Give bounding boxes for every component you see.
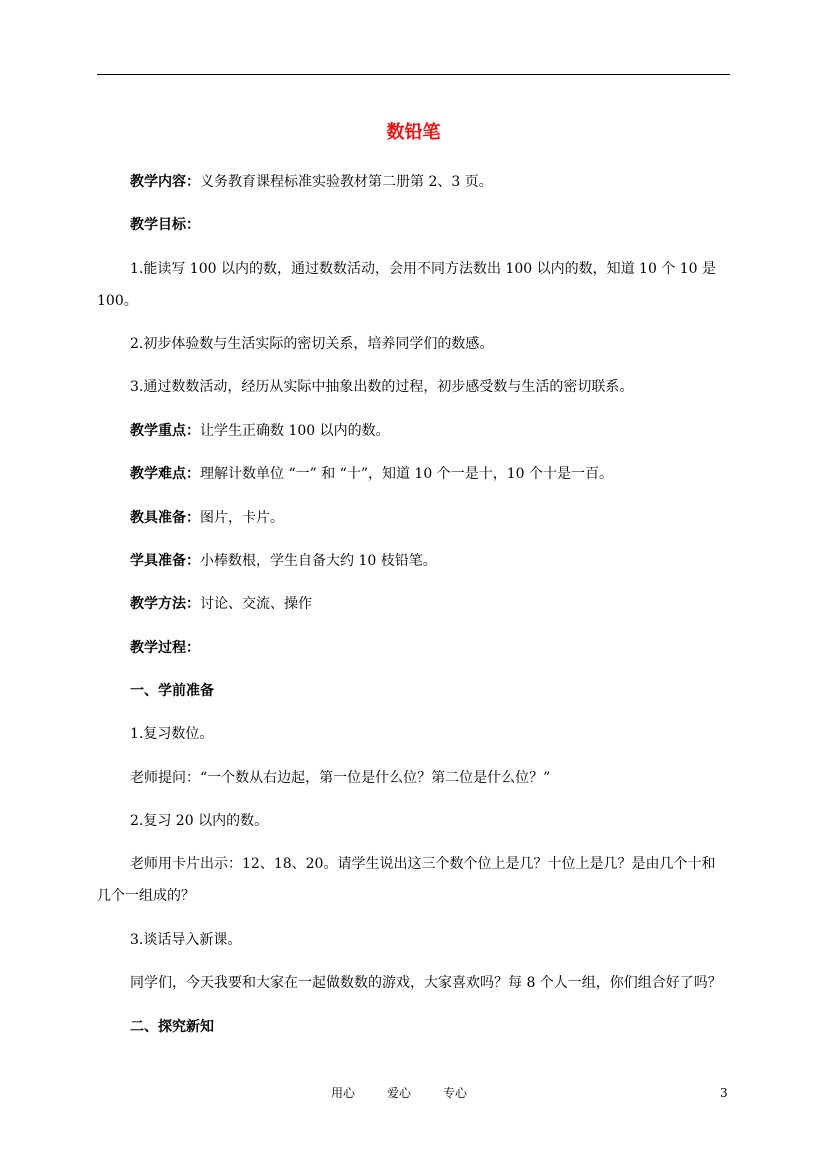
- step-2: 2.复习 20 以内的数。: [130, 813, 269, 829]
- teaching-goals-label: 教学目标：: [130, 217, 200, 233]
- teaching-method: [130, 590, 730, 618]
- student-materials-text: 小棒数根，学生自备大约 10 枝铅笔。: [200, 553, 437, 569]
- teaching-difficulty-text: 理解计数单位 “一” 和 “十”，知道 10 个一是十，10 个十是一百。: [200, 466, 613, 482]
- footer-motto-2: 爱心: [387, 1086, 412, 1100]
- teaching-content-label: 教学内容：: [130, 174, 200, 190]
- teaching-key-point: [130, 417, 730, 445]
- teaching-content-text: 义务教育课程标准实验教材第二册第 2、3 页。: [200, 174, 493, 190]
- teaching-method-text: 讨论、交流、操作: [200, 596, 312, 612]
- teaching-content: [130, 168, 730, 196]
- section-2-heading: 二、探究新知: [130, 1019, 214, 1035]
- step-3: 3.谈话导入新课。: [130, 932, 242, 948]
- step-1-question: 老师提问：“一个数从右边起，第一位是什么位？第二位是什么位？”: [130, 770, 551, 786]
- student-materials-label: 学具准备：: [130, 553, 200, 569]
- page-title: 数铅笔: [386, 122, 441, 143]
- goal-3: 3.通过数数活动，经历从实际中抽象出数的过程，初步感受数与生活的密切联系。: [130, 379, 634, 395]
- goal-1-line-1: 1.能读写 100 以内的数，通过数数活动，会用不同方法数出 100 以内的数，知道 10 个 10 是: [130, 261, 717, 277]
- step-3-text: 同学们，今天我要和大家在一起做数数的游戏，大家喜欢吗？每 8 个人一组，你们组合好了吗？: [130, 975, 722, 991]
- student-materials: [130, 547, 730, 575]
- teacher-materials-label: 教具准备：: [130, 510, 200, 526]
- teaching-difficulty-label: 教学难点：: [130, 466, 200, 482]
- goal-2: 2.初步体验数与生活实际的密切关系，培养同学们的数感。: [130, 336, 494, 352]
- header-rule: [97, 74, 730, 75]
- teaching-key-point-text: 让学生正确数 100 以内的数。: [200, 423, 390, 439]
- teacher-materials: [130, 504, 730, 532]
- teaching-key-point-label: 教学重点：: [130, 423, 200, 439]
- step-2-line-1: 老师用卡片出示：12、18、20。请学生说出这三个数个位上是几？十位上是几？是由几个十和: [130, 856, 716, 872]
- teaching-difficulty: [130, 460, 730, 488]
- page-number: 3: [720, 1086, 728, 1100]
- goal-1-line-2: 100。: [97, 293, 138, 309]
- teacher-materials-text: 图片，卡片。: [200, 510, 284, 526]
- step-1: 1.复习数位。: [130, 726, 214, 742]
- footer-motto-1: 用心: [331, 1086, 356, 1100]
- teaching-method-label: 教学方法：: [130, 596, 200, 612]
- footer-motto-3: 专心: [443, 1086, 468, 1100]
- step-2-line-2: 几个一组成的？: [97, 888, 195, 904]
- section-1-heading: 一、学前准备: [130, 683, 214, 699]
- teaching-process-label: 教学过程：: [130, 640, 200, 656]
